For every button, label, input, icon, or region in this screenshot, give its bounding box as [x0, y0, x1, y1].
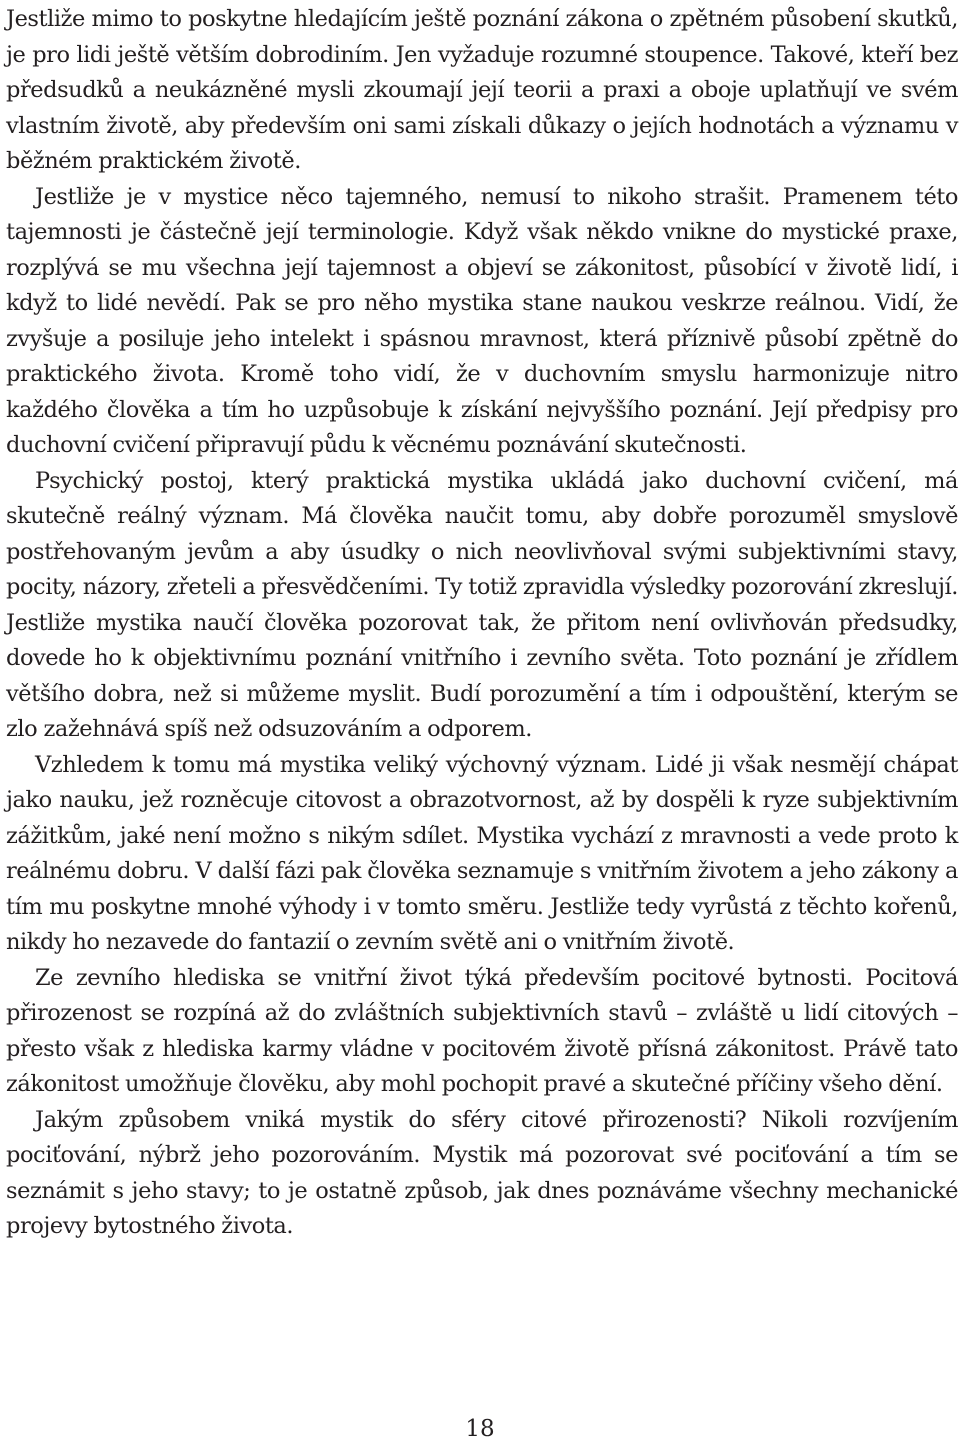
- paragraph-1: Jestliže mimo to poskytne hledajícím ještě poznání zákona o zpětném působení skutků, je pro lidi ještě větším dobrodiním. Jen vyžaduje rozumné stoupence. Takové, kteří bez předsudků a neukázněné mysli zkoumají její teorii a praxi a oboje uplatňují ve svém vlastním životě, aby především oni sami získali důkazy o jejích hodnotách a významu v běžném praktickém životě.: [6, 6, 958, 174]
- paragraph-4: Vzhledem k tomu má mystika veliký výchovný význam. Lidé ji však nesmějí chápat jako nauku, jež rozněcuje citovost a obrazotvornost, až by dospěli k ryze subjektivním zážitkům, jaké není možno s nikým sdílet. Mystika vychází z mravnosti a vede proto k reálnému dobru. V další fázi pak člověka seznamuje s vnitřním životem a jeho zákony a tím mu poskytne mnohé výhody i v tomto směru. Jestliže tedy vyrůstá z těchto kořenů, nikdy ho nezavede do fantazií o zevním světě ani o vnitřním životě.: [6, 751, 958, 955]
- paragraph-3: Psychický postoj, který praktická mystika ukládá jako duchovní cvičení, má skutečně reálný význam. Má člověka naučit tomu, aby dobře porozuměl smyslově postřehovaným jevům a aby úsudky o nich neovlivňoval svými subjektivními stavy, pocity, názory, zřeteli a přesvědčeními. Ty totiž zpravidla výsledky pozorování zkreslují. Jestliže mystika naučí člověka pozorovat tak, že přitom není ovlivňován předsudky, dovede ho k objektivnímu poznání vnitřního i zevního světa. Toto poznání je zřídlem většího dobra, než si můžeme myslit. Budí porozumění a tím i odpouštění, kterým se zlo zažehnává spíš než odsuzováním a odporem.: [6, 467, 959, 742]
- paragraph-5: Ze zevního hlediska se vnitřní život týká především pocitové bytnosti. Pocitová přirozenost se rozpíná až do zvláštních subjektivních stavů – zvláště u lidí citových – přesto však z hlediska karmy vládne v pocitovém životě přísná zákonitost. Právě tato zákonitost umožňuje člověku, aby mohl pochopit pravé a skutečné příčiny všeho dění.: [6, 964, 958, 1097]
- page-number: 18: [465, 1416, 495, 1442]
- document-body: [6, 2, 958, 1245]
- paragraph-2: Jestliže je v mystice něco tajemného, nemusí to nikoho strašit. Pramenem této tajemnosti je částečně její terminologie. Když však někdo vnikne do mystické praxe, rozplývá se mu všechna její tajemnost a objeví se zákonitost, působící v životě lidí, i když to lidé nevědí. Pak se pro něho mystika stane naukou veskrze reálnou. Vidí, že zvyšuje a posiluje jeho intelekt i spásnou mravnost, která příznivě působí zpětně do praktického života. Kromě toho vidí, že v duchovním smyslu harmonizuje nitro každého člověka a tím ho uzpůsobuje k získání nejvyššího poznání. Její předpisy pro duchovní cvičení připravují půdu k věcnému poznávání skutečnosti.: [6, 183, 958, 458]
- paragraph-6: Jakým způsobem vniká mystik do sféry citové přirozenosti? Nikoli rozvíjením pociťování, nýbrž jeho pozorováním. Mystik má pozorovat své pociťování a tím se seznámit s jeho stavy; to je ostatně způsob, jak dnes poznáváme všechny mechanické projevy bytostného života.: [6, 1106, 958, 1239]
